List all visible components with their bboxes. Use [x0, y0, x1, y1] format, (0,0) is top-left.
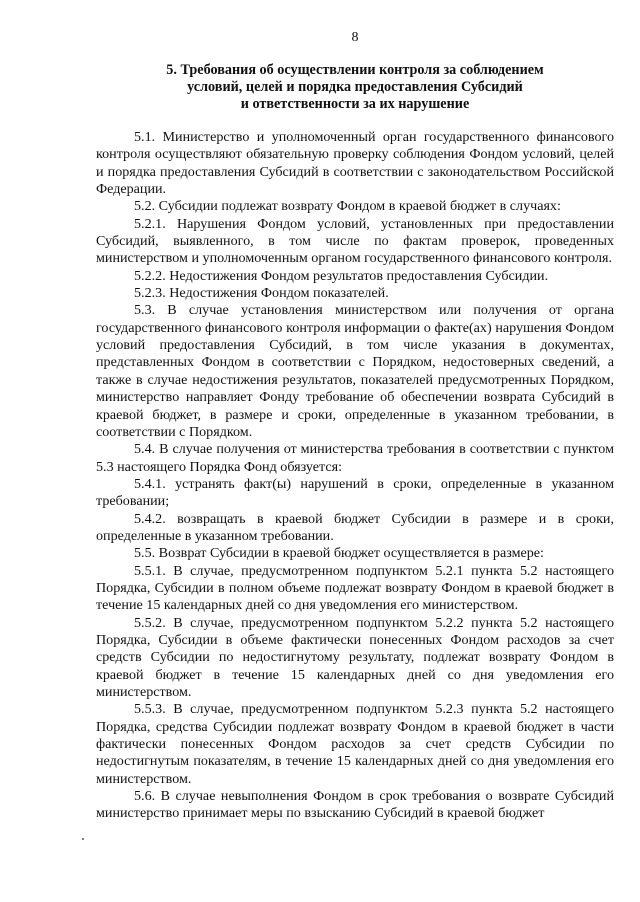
document-body — [96, 129, 614, 823]
paragraph-5-4-1: 5.4.1. устранять факт(ы) нарушений в сроки, определенные в указанном требовании; — [96, 475, 614, 510]
paragraph-5-5-2: 5.5.2. В случае, предусмотренном подпунктом 5.2.2 пункта 5.2 настоящего Порядка, Субсидии в объеме фактически понесенных Фондом расходов за счет средств Субсидии по недостигнутому результату, подлежат возврату Фондом в краевой бюджет в течение 15 календарных дней со дня уведомления его министерством. — [96, 614, 614, 700]
paragraph-5-4: 5.4. В случае получения от министерства требования в соответствии с пунктом 5.3 настоящего Порядка Фонд обязуется: — [96, 441, 614, 475]
paragraph-5-5-1: 5.5.1. В случае, предусмотренном подпунктом 5.2.1 пункта 5.2 настоящего Порядка, Субсидии в полном объеме подлежат возврату Фондом в краевой бюджет в течение 15 календарных дней со дня уведомления его министерством. — [96, 562, 614, 614]
paragraph-5-2: 5.2. Субсидии подлежат возврату Фондом в краевой бюджет в случаях: — [134, 198, 561, 215]
page-number: 8 — [351, 30, 359, 45]
section-heading-line-3: и ответственности за их нарушение — [240, 96, 470, 112]
section-heading-line-2: условий, целей и порядка предоставления Субсидий — [187, 79, 523, 95]
paragraph-5-2-1: 5.2.1. Нарушения Фондом условий, установленных при предоставлении Субсидий, выявленного, в том числе по фактам проверок, проведенных министерством и уполномоченным органом государственного финансового контроля. — [96, 215, 614, 267]
paragraph-5-5-3: 5.5.3. В случае, предусмотренном подпунктом 5.2.3 пункта 5.2 настоящего Порядка, средства Субсидии подлежат возврату Фондом в краевой бюджет в части фактически понесенных Фондом расходов за счет средств Субсидии по недостигнутым показателям, в течение 15 календарных дней со дня уведомления его министерством. — [96, 701, 614, 787]
paragraph-5-2-3: 5.2.3. Недостижения Фондом показателей. — [134, 285, 389, 302]
paragraph-5-1: 5.1. Министерство и уполномоченный орган государственного финансового контроля осуществляют обязательную проверку соблюдения Фондом условий, целей и порядка предоставления Субсидий в соответствии с законодательством Российской Федерации. — [96, 129, 614, 198]
paragraph-5-4-2: 5.4.2. возвращать в краевой бюджет Субсидии в размере и в сроки, определенные в указанном требовании. — [96, 510, 614, 544]
scan-speck — [82, 838, 84, 840]
paragraph-5-5: 5.5. Возврат Субсидии в краевой бюджет осуществляется в размере: — [134, 545, 544, 562]
section-heading — [96, 62, 614, 113]
paragraph-5-2-2: 5.2.2. Недостижения Фондом результатов предоставления Субсидии. — [134, 267, 549, 284]
section-heading-line-1: 5. Требования об осуществлении контроля за соблюдением — [166, 62, 544, 78]
paragraph-5-3: 5.3. В случае установления министерством или получения от органа государственного финансового контроля информации о факте(ах) нарушения Фондом условий предоставления Субсидий, в том числе указания в документах, представленных Фондом в соответствии с Порядком, недостоверных сведений, а также в случае недостижения результатов, показателей предусмотренных Порядком, министерство направляет Фонду требование об обеспечении возврата Субсидий в краевой бюджет, в размере и сроки, определенные в указанном требовании, в соответствии с Порядком. — [96, 302, 614, 440]
paragraph-5-6: 5.6. В случае невыполнения Фондом в срок требования о возврате Субсидий министерство принимает меры по взысканию Субсидий в краевой бюджет — [96, 788, 614, 822]
